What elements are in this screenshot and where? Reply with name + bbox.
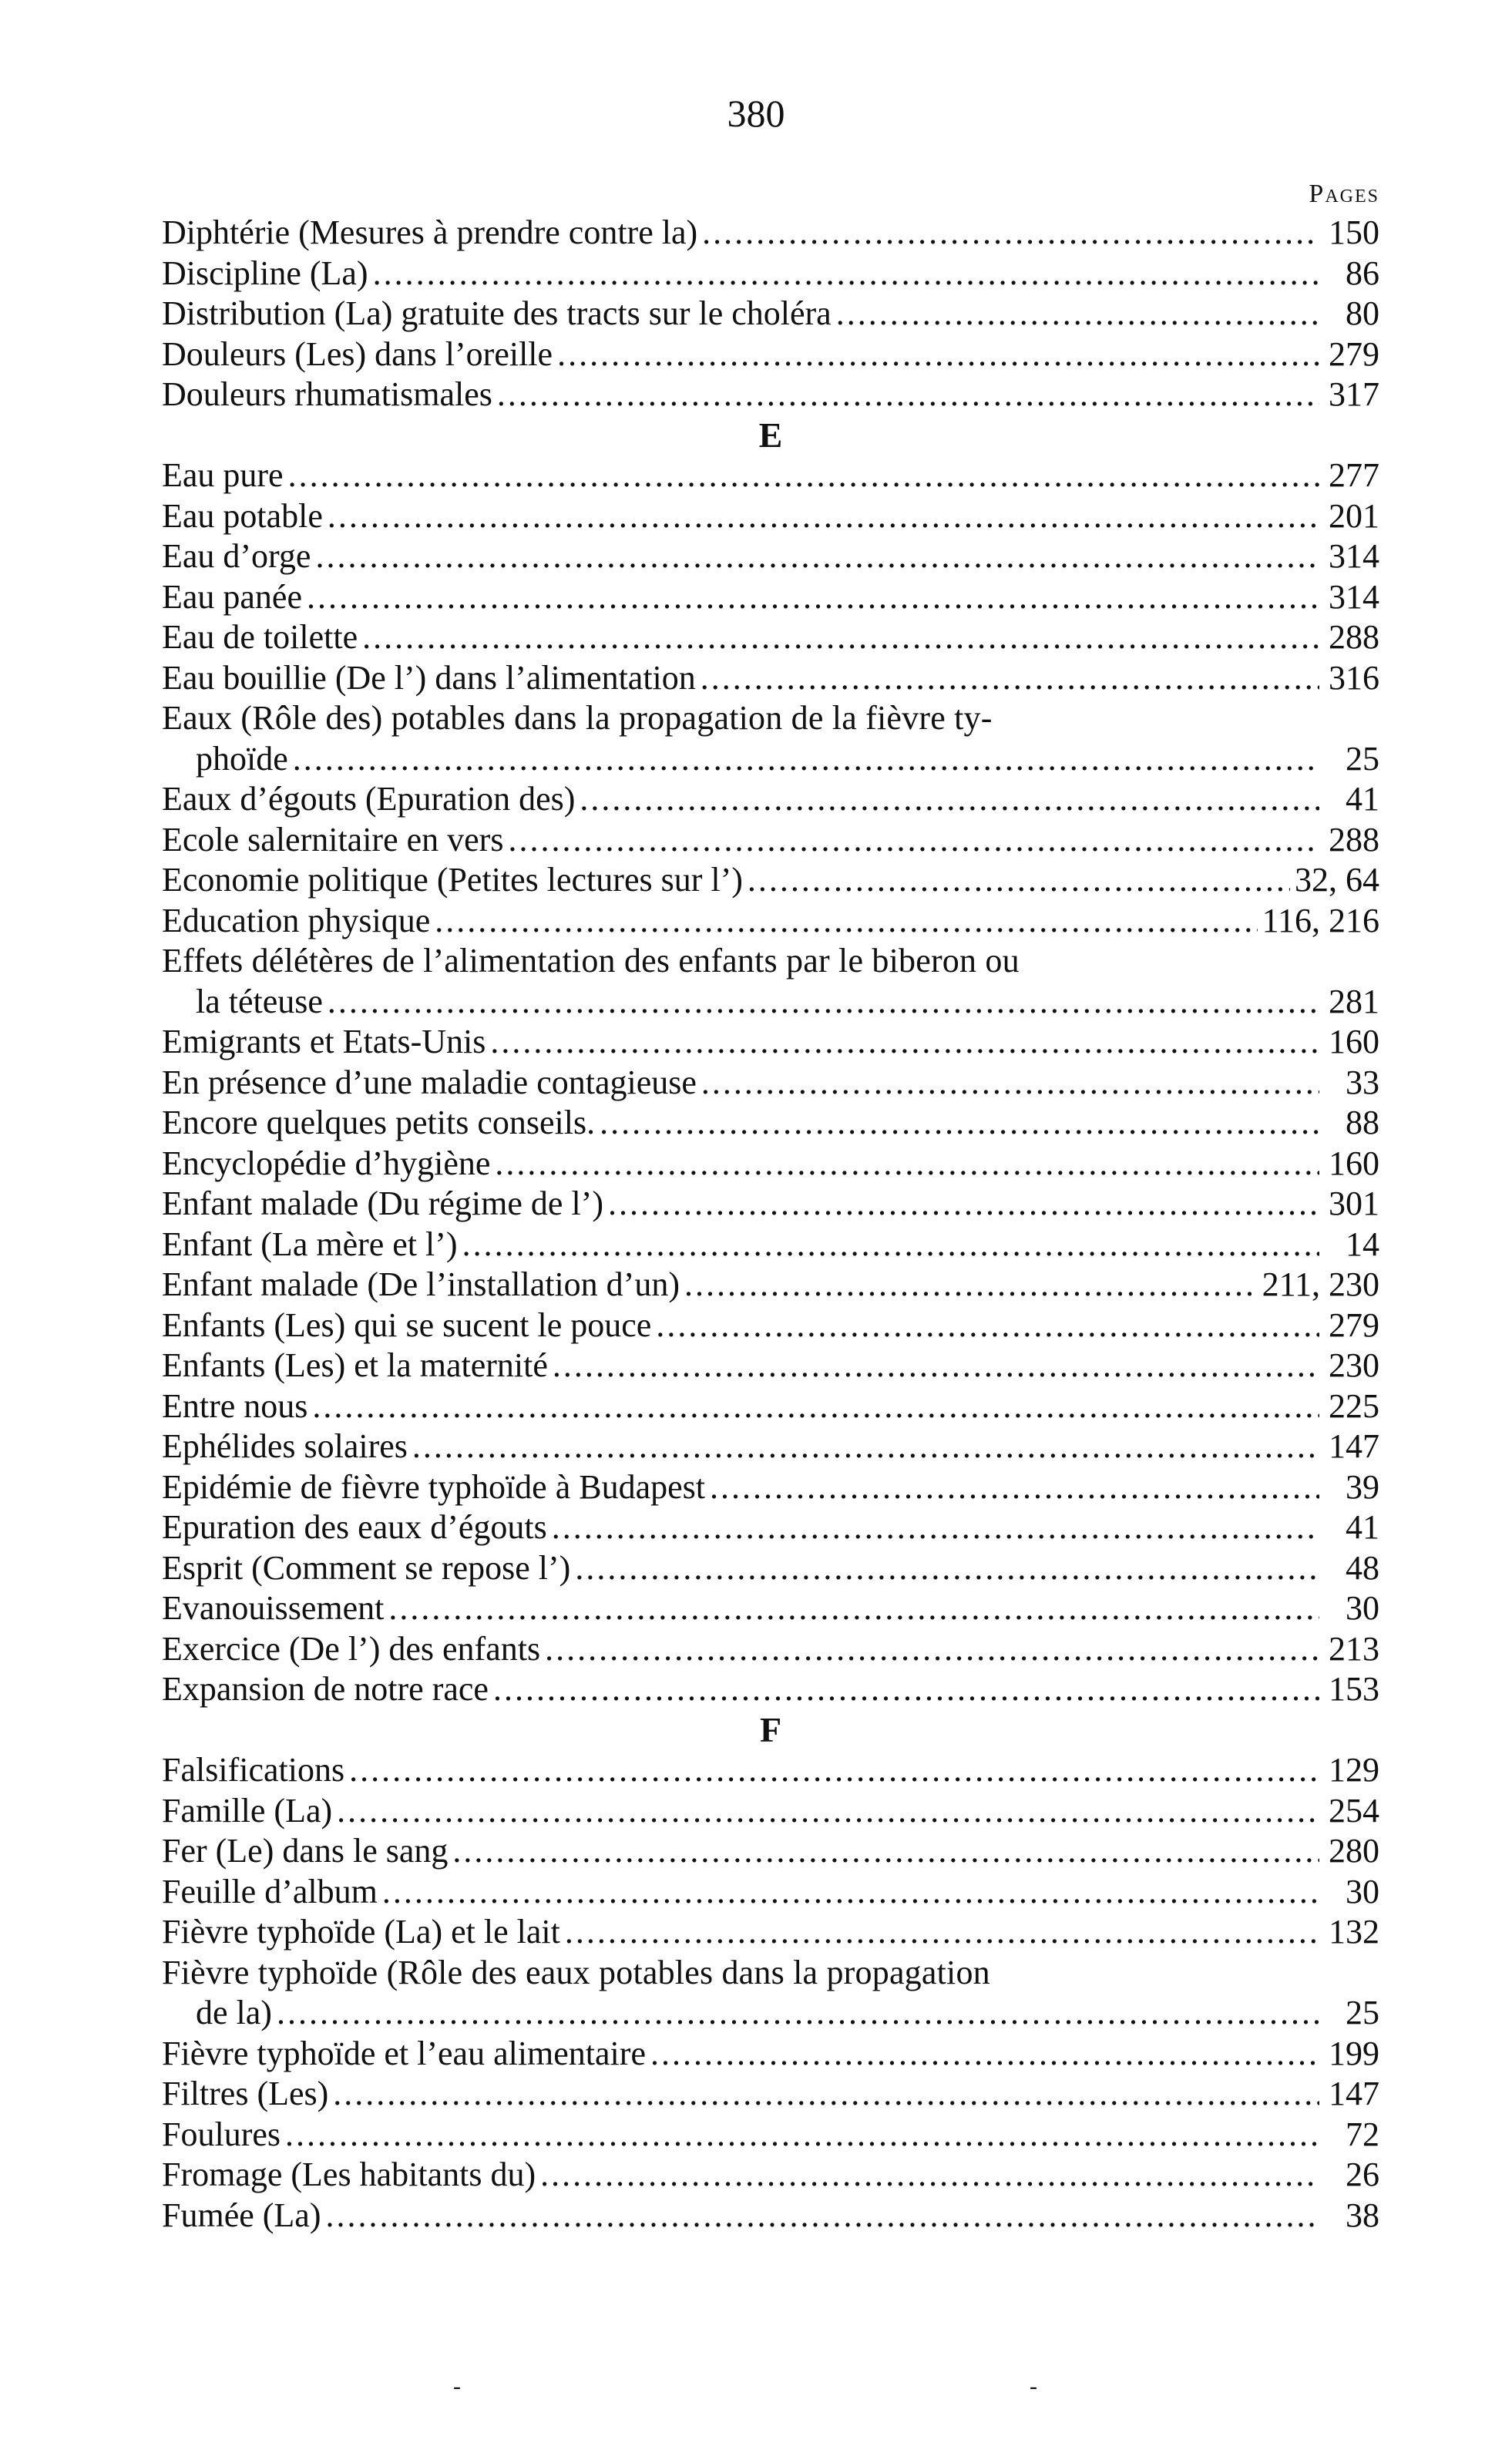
index-entry (162, 213, 1379, 254)
entry-page-number: 30 (1346, 1589, 1379, 1627)
entry-page-number: 80 (1346, 294, 1379, 332)
entry-title: la téteuse (196, 982, 323, 1020)
entry-page-number: 288 (1329, 820, 1379, 859)
index-entry (162, 1103, 1379, 1144)
index-entry (162, 577, 1379, 618)
index-entry (162, 2074, 1379, 2115)
dot-leader (277, 1993, 1319, 2034)
entry-page-number: 314 (1329, 537, 1379, 575)
dot-leader (328, 982, 1319, 1023)
entry-title: de la) (196, 1994, 272, 2031)
entry-title: Douleurs (Les) dans l’oreille (162, 334, 553, 373)
entry-title: Effets délétères de l’alimentation des enfants par le biberon ou (162, 942, 1020, 980)
entry-page-number: 116, 216 (1262, 901, 1379, 939)
index-entry (162, 334, 1379, 375)
entry-page-number: 86 (1346, 254, 1379, 292)
dot-leader (373, 254, 1319, 294)
dot-leader (702, 213, 1319, 254)
dot-leader (388, 1588, 1319, 1629)
entry-page-number: 288 (1329, 618, 1379, 656)
dot-leader (337, 1791, 1319, 1832)
entry-page-number: 280 (1329, 1832, 1379, 1870)
index-entry (162, 1507, 1379, 1548)
entry-title: Fer (Le) dans le sang (162, 1832, 449, 1870)
entry-title: phoïde (196, 739, 288, 778)
index-entry (162, 698, 1379, 739)
entry-title: Expansion de notre race (162, 1670, 489, 1708)
index-entry (162, 496, 1379, 537)
dot-leader (288, 455, 1319, 496)
dot-leader (836, 294, 1319, 334)
entry-title: Ephélides solaires (162, 1427, 408, 1465)
dot-leader (462, 1225, 1319, 1265)
entry-title: Economie politique (Petites lectures sur l’) (162, 861, 743, 899)
dot-leader (382, 1872, 1319, 1913)
entry-title: Eau bouillie (De l’) dans l’alimentation (162, 658, 696, 697)
dot-leader (349, 1750, 1319, 1791)
entry-page-number: 279 (1329, 1305, 1379, 1344)
entry-page-number: 160 (1329, 1144, 1379, 1182)
index-entry (162, 1305, 1379, 1346)
dot-leader (285, 2115, 1319, 2156)
dot-leader (600, 1103, 1319, 1144)
entry-page-number: 41 (1346, 1508, 1379, 1546)
entry-title: Enfant malade (Du régime de l’) (162, 1184, 603, 1222)
pages-column-label: Pages (1309, 180, 1379, 208)
entry-page-number: 33 (1346, 1063, 1379, 1101)
dot-leader (557, 334, 1319, 375)
index-entry (162, 2034, 1379, 2075)
entry-title: Epuration des eaux d’égouts (162, 1508, 547, 1546)
entry-page-number: 132 (1329, 1913, 1379, 1951)
entry-title: Epidémie de fièvre typhoïde à Budapest (162, 1467, 705, 1506)
entry-page-number: 41 (1346, 780, 1379, 818)
entry-title: Enfants (Les) qui se sucent le pouce (162, 1305, 652, 1344)
entry-page-number: 147 (1329, 1427, 1379, 1465)
dot-leader (435, 901, 1257, 942)
index-entry (162, 455, 1379, 496)
entry-title: Discipline (La) (162, 254, 368, 292)
entry-title: Exercice (De l’) des enfants (162, 1629, 541, 1668)
index-groups (162, 213, 1379, 2236)
entry-page-number: 26 (1346, 2156, 1379, 2193)
entry-page-number: 150 (1329, 213, 1379, 251)
entry-page-number: 211, 230 (1262, 1265, 1379, 1303)
index-entry (162, 1063, 1379, 1104)
index-entry (162, 1467, 1379, 1508)
entry-title: Eau pure (162, 456, 284, 494)
dot-leader (575, 1548, 1319, 1589)
index-list (162, 176, 1379, 2236)
index-entry (162, 1912, 1379, 1953)
dot-leader (490, 1022, 1319, 1063)
entry-title: Enfant (La mère et l’) (162, 1225, 458, 1263)
index-entry (162, 1426, 1379, 1467)
entry-title: Fromage (Les habitants du) (162, 2156, 536, 2193)
index-entry (162, 1346, 1379, 1386)
entry-title: Entre nous (162, 1386, 308, 1425)
dot-leader (650, 2034, 1319, 2075)
index-entry (162, 254, 1379, 294)
index-entry (162, 1548, 1379, 1589)
dot-leader (684, 1265, 1258, 1305)
section-letter: F (759, 1709, 782, 1749)
entry-page-number: 160 (1329, 1023, 1379, 1060)
index-entry (162, 820, 1379, 861)
entry-title: Eau de toilette (162, 618, 358, 656)
index-entry (162, 1265, 1379, 1305)
dot-leader (495, 1144, 1319, 1184)
section-letter: E (758, 415, 783, 455)
entry-page-number: 48 (1346, 1548, 1379, 1587)
dot-leader (656, 1305, 1319, 1346)
index-entry (162, 1225, 1379, 1265)
entry-page-number: 30 (1346, 1872, 1379, 1910)
dot-leader (493, 1669, 1319, 1710)
dot-leader (412, 1426, 1319, 1467)
entry-title: Evanouissement (162, 1589, 385, 1627)
entry-title: Foulures (162, 2115, 281, 2153)
index-entry (162, 1872, 1379, 1913)
dot-leader (608, 1184, 1319, 1225)
dot-leader (315, 536, 1319, 577)
dot-leader (553, 1346, 1319, 1386)
index-entry (162, 617, 1379, 658)
index-entry (162, 1791, 1379, 1832)
dot-leader (748, 860, 1290, 901)
entry-title: Fièvre typhoïde et l’eau alimentaire (162, 2034, 646, 2072)
entry-title: Famille (La) (162, 1791, 333, 1830)
footer-mark-left: - (453, 2374, 461, 2399)
index-entry (162, 536, 1379, 577)
page-number: 380 (727, 92, 785, 135)
entry-title: Enfants (Les) et la maternité (162, 1346, 548, 1384)
entry-title: Eaux (Rôle des) potables dans la propagation de la fièvre ty- (162, 699, 993, 737)
entry-page-number: 213 (1329, 1629, 1379, 1668)
index-entry (162, 1669, 1379, 1710)
dot-leader (701, 658, 1319, 699)
index-entry (162, 860, 1379, 901)
index-entry (162, 941, 1379, 982)
entry-page-number: 88 (1346, 1104, 1379, 1141)
entry-title: Fumée (La) (162, 2196, 321, 2234)
entry-title: Education physique (162, 901, 431, 939)
index-entry (162, 2196, 1379, 2236)
entry-title: Filtres (Les) (162, 2075, 329, 2112)
entry-page-number: 38 (1346, 2196, 1379, 2234)
dot-leader (452, 1831, 1319, 1872)
index-entry (162, 2155, 1379, 2196)
dot-leader (325, 2196, 1319, 2236)
entry-title: Distribution (La) gratuite des tracts sur le choléra (162, 294, 832, 332)
entry-title: Eau panée (162, 577, 302, 616)
dot-leader (540, 2155, 1319, 2196)
entry-title: Diphtérie (Mesures à prendre contre la) (162, 213, 698, 251)
index-entry (162, 658, 1379, 699)
entry-title: Emigrants et Etats-Unis (162, 1023, 486, 1060)
index-entry (162, 375, 1379, 415)
entry-title: Ecole salernitaire en vers (162, 820, 504, 859)
entry-page-number: 279 (1329, 334, 1379, 373)
index-entry (162, 1184, 1379, 1225)
index-entry (162, 1588, 1379, 1629)
entry-page-number: 72 (1346, 2115, 1379, 2153)
index-entry (162, 1993, 1379, 2034)
entry-page-number: 230 (1329, 1346, 1379, 1384)
entry-title: En présence d’une maladie contagieuse (162, 1063, 697, 1101)
entry-page-number: 32, 64 (1295, 861, 1379, 899)
entry-page-number: 129 (1329, 1751, 1379, 1789)
dot-leader (328, 496, 1319, 537)
entry-page-number: 317 (1329, 375, 1379, 413)
index-entry (162, 1022, 1379, 1063)
entry-page-number: 281 (1329, 982, 1379, 1020)
entry-page-number: 316 (1329, 658, 1379, 697)
index-entry (162, 779, 1379, 820)
index-entry (162, 2115, 1379, 2156)
dot-leader (565, 1912, 1319, 1953)
entry-title: Encore quelques petits conseils. (162, 1104, 596, 1141)
footer-mark-right: - (1030, 2374, 1037, 2399)
entry-page-number: 25 (1346, 739, 1379, 778)
entry-page-number: 301 (1329, 1184, 1379, 1222)
index-entry (162, 982, 1379, 1023)
entry-title: Falsifications (162, 1751, 345, 1789)
dot-leader (508, 820, 1319, 861)
entry-title: Eau d’orge (162, 537, 311, 575)
index-entry (162, 1386, 1379, 1427)
entry-page-number: 225 (1329, 1386, 1379, 1425)
index-entry (162, 1831, 1379, 1872)
dot-leader (710, 1467, 1319, 1508)
entry-page-number: 14 (1346, 1225, 1379, 1263)
dot-leader (497, 375, 1319, 415)
entry-page-number: 314 (1329, 577, 1379, 616)
index-entry (162, 1953, 1379, 1994)
dot-leader (307, 577, 1319, 618)
dot-leader (701, 1063, 1319, 1104)
dot-leader (333, 2074, 1319, 2115)
entry-title: Eaux d’égouts (Epuration des) (162, 780, 576, 818)
entry-page-number: 25 (1346, 1994, 1379, 2031)
dot-leader (580, 779, 1319, 820)
dot-leader (362, 617, 1319, 658)
dot-leader (293, 739, 1319, 780)
entry-title: Encyclopédie d’hygiène (162, 1144, 491, 1182)
index-entry (162, 901, 1379, 942)
entry-page-number: 147 (1329, 2075, 1379, 2112)
index-entry (162, 1750, 1379, 1791)
entry-page-number: 39 (1346, 1467, 1379, 1506)
entry-page-number: 201 (1329, 496, 1379, 535)
entry-title: Eau potable (162, 496, 323, 535)
entry-page-number: 199 (1329, 2034, 1379, 2072)
entry-title: Feuille d’album (162, 1872, 378, 1910)
index-entry (162, 739, 1379, 780)
entry-page-number: 254 (1329, 1791, 1379, 1830)
entry-title: Esprit (Comment se repose l’) (162, 1548, 571, 1587)
dot-leader (545, 1629, 1319, 1670)
entry-title: Douleurs rhumatismales (162, 375, 492, 413)
entry-page-number: 153 (1329, 1670, 1379, 1708)
entry-title: Fièvre typhoïde (Rôle des eaux potables dans la propagation (162, 1953, 990, 1991)
entry-title: Fièvre typhoïde (La) et le lait (162, 1913, 560, 1951)
entry-page-number: 277 (1329, 456, 1379, 494)
entry-title: Enfant malade (De l’installation d’un) (162, 1265, 680, 1303)
index-entry (162, 294, 1379, 334)
index-entry (162, 1629, 1379, 1670)
dot-leader (312, 1386, 1319, 1427)
dot-leader (552, 1507, 1319, 1548)
index-entry (162, 1144, 1379, 1184)
